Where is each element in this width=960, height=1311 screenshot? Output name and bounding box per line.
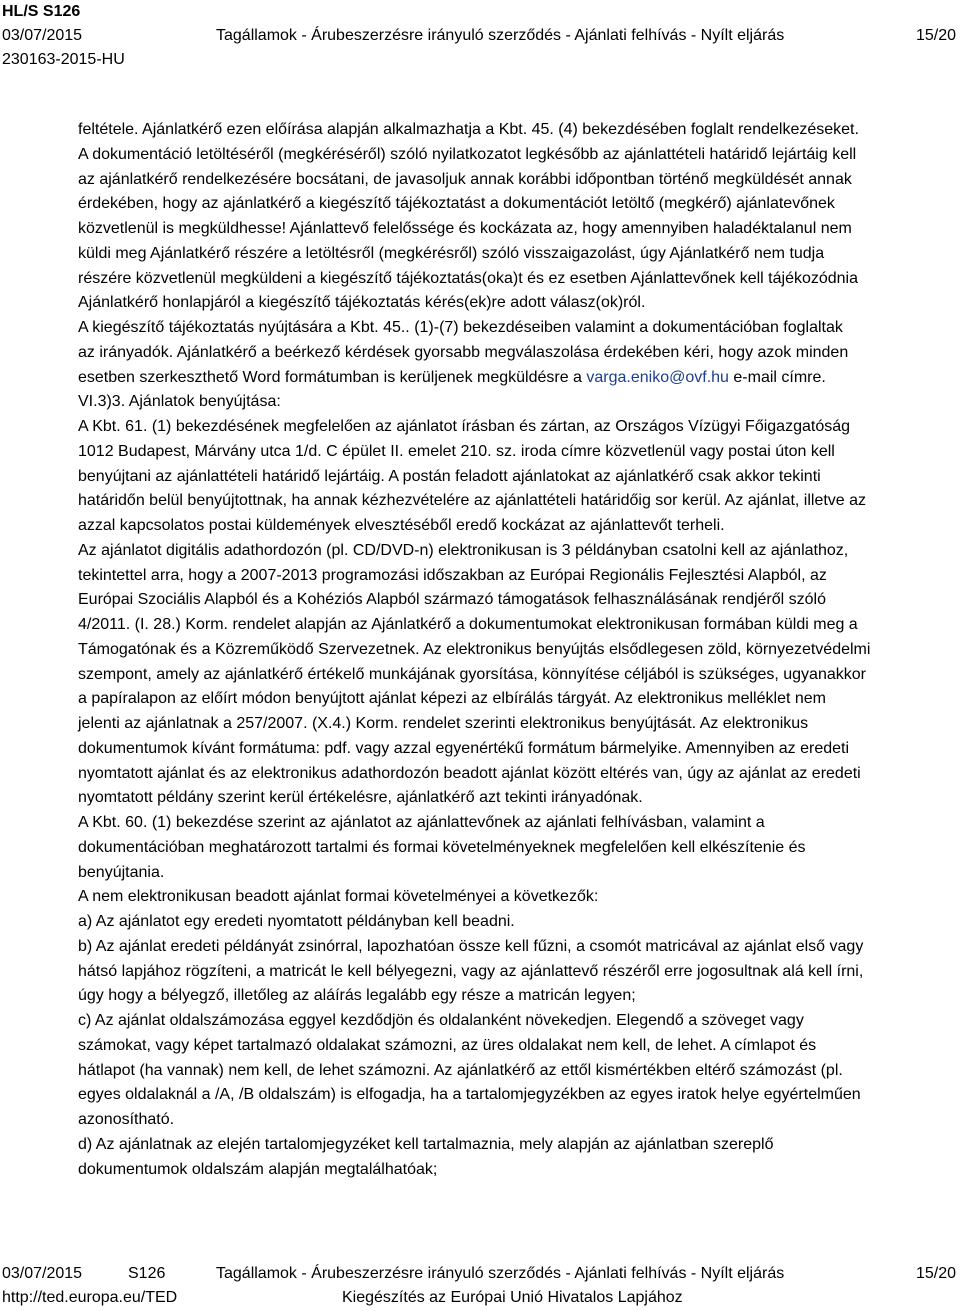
text-line: egyes oldalaknál a /A, /B oldalszám) is elfogadja, ha a tartalomjegyzékben az egyes iratok helye egyértelműen [78,1086,861,1104]
footer-url[interactable]: http://ted.europa.eu/TED [2,1289,178,1306]
email-line [78,366,952,391]
header-tag: HL/S S126 [2,3,81,20]
text-line: érdekében, hogy az ajánlatkérő a kiegészítő tájékoztatást a dokumentációt letöltő (megkérő) ajánlatevőnek [78,195,835,213]
text-line: közvetlenül is megküldhesse! Ajánlattevő felelőssége és kockázata az, hogy amennyiben haladéktalanul nem [78,220,852,237]
text-line: nyomtatott példány szerint kerül értékelésre, ajánlatkérő azt tekinti irányadónak. [78,789,643,807]
text-line: a papíralapon az előírt módon benyújtott ajánlat képezi az elbírálás tárgyát. Az elektronikus melléklet nem [78,690,826,708]
text-line: A Kbt. 60. (1) bekezdése szerint az ajánlatot az ajánlattevőnek az ajánlati felhívásban, valamint a [78,814,765,831]
text-line: A kiegészítő tájékoztatás nyújtására a Kbt. 45.. (1)-(7) bekezdéseiben valamint a dokumentációban foglaltak [78,319,843,336]
text-line: Európai Szociális Alapból és a Kohéziós Alapból származó támogatások felhasználásának rendjéről szóló [78,591,826,609]
text-line: A nem elektronikusan beadott ajánlat formai követelményei a következők: [78,888,599,906]
body-block-1 [78,118,952,366]
text-line: feltétele. Ajánlatkérő ezen előírása alapján alkalmazhatja a Kbt. 45. (4) bekezdésében foglalt rendelkezéseket. [78,121,859,138]
footer-page-number: 15/20 [915,1265,956,1282]
text-line: dokumentációban meghatározott tartalmi és formai követelményeknek megfelelően kell elkészítenie és [78,838,806,856]
text-line: b) Az ajánlat eredeti példányát zsinórral, lapozhatóan össze kell fűzni, a csomót matricával az ajánlat első vagy [78,937,864,955]
text-line: részére közvetlenül megküldeni a kiegészítő tájékoztatás(oka)t és ez esetben Ajánlattevőnek kell tájékozódnia [78,269,859,287]
text-line: küldi meg Ajánlatkérő részére a letöltésről (megkérésről) szóló visszaigazolást, úgy Ajánlatkérő nem tudja [78,244,825,262]
footer-title: Tagállamok - Árubeszerzésre irányuló szerződés - Ajánlati felhívás - Nyílt eljárás [216,1265,785,1282]
text-line: Támogatónak és a Közreműködő Szervezetnek. Az elektronikus benyújtás elsődlegesen zöld, környezetvédelmi [78,640,871,658]
text-line: tekintettel arra, hogy a 2007-2013 programozási időszakban az Európai Regionális Fejlesztési Alapból, az [78,566,827,584]
header-title: Tagállamok - Árubeszerzésre irányuló szerződés - Ajánlati felhívás - Nyílt eljárás [216,27,785,44]
text-line: benyújtani az ajánlattételi határidő lejártáig. A postán feladott ajánlatokat az ajánlatkérő csak akkor tekinti [78,467,821,485]
text-line: hátlapot (ha vannak) nem kell, de lehet számozni. Az ajánlatkérő az ettől kismértékben eltérő számozást (pl. [78,1061,843,1079]
text-line: határidőn belül benyújtottnak, ha annak kézhezvételére az ajánlattételi határidőig sor kerül. Az ajánlat, illetve az [78,492,867,510]
text-line: A dokumentáció letöltéséről (megkéréséről) szóló nyilatkozatot legkésőbb az ajánlattételi határidő lejártáig kell [78,145,857,163]
text-line: c) Az ajánlat oldalszámozása eggyel kezdődjön és oldalanként növekedjen. Elegendő a szöveget vagy [78,1012,804,1029]
document-body [78,118,952,1182]
email-link[interactable]: varga.eniko@ovf.hu [586,368,729,386]
text-line: jelenti az ajánlatnak a 257/2007. (X.4.) Korm. rendelet szerinti elektronikus benyújtását. Az elektronikus [78,715,809,732]
text-line: Ajánlatkérő honlapjáról a kiegészítő tájékoztatás kérés(ek)re adott válasz(ok)ról. [78,294,646,312]
body-block-2 [78,390,952,1182]
footer-publisher: Kiegészítés az Európai Unió Hivatalos Lapjához [342,1289,683,1306]
text-line: hátsó lapjához rögzíteni, a matricát le kell bélyegezni, vagy az ajánlattevő részéről erre jogosultnak alá kell írni, [78,962,864,980]
text-line: VI.3)3. Ajánlatok benyújtása: [78,393,281,411]
text-line: 1012 Budapest, Márvány utca 1/d. C épület II. emelet 210. sz. iroda címre közvetlenül vagy postai úton kell [78,442,835,460]
text-line: nyomtatott ajánlat és az elektronikus adathordozón beadott ajánlat között eltérés van, úgy az ajánlat az eredeti [78,764,861,782]
text-line: szempont, amely az ajánlatkérő értékelő munkájának gyorsítása, könnyítése céljából is szükséges, ugyanakkor [78,665,866,683]
text-line: az irányadók. Ajánlatkérő a beérkező kérdések gyorsabb megválaszolása érdekében kéri, hogy azok minden [78,343,849,361]
header-doc-id: 230163-2015-HU [2,51,125,68]
text-line: 4/2011. (I. 28.) Korm. rendelet alapján az Ajánlatkérő a dokumentumokat elektronikusan formában küldi meg a [78,616,858,633]
footer-date: 03/07/2015 [2,1265,83,1282]
text-line: azonosítható. [78,1111,175,1128]
text-line: a) Az ajánlatot egy eredeti nyomtatott példányban kell beadni. [78,913,515,930]
text-line: benyújtania. [78,863,165,881]
text-line: azzal kapcsolatos postai küldemények elvesztéséből eredő kockázat az ajánlattevőt terheli. [78,517,725,534]
page-footer [0,1262,960,1310]
text-line: dokumentumok oldalszám alapján megtalálhatóak; [78,1160,438,1178]
text-line: úgy hogy a bélyegző, illetőleg az aláírás legalább egy része a matricán legyen; [78,987,636,1005]
text-line: Az ajánlatot digitális adathordozón (pl. CD/DVD-n) elektronikusan is 3 példányban csatolni kell az ajánlathoz, [78,541,849,559]
text-line: d) Az ajánlatnak az elején tartalomjegyzéket kell tartalmaznia, mely alapján az ajánlatban szereplő [78,1135,774,1153]
text-line: számokat, vagy képet tartalmazó oldalakat számozni, az üres oldalakat nem kell, de lehet. A címlapot és [78,1036,817,1054]
text-line: A Kbt. 61. (1) bekezdésének megfelelően az ajánlatot írásban és zártan, az Országos Vízügyi Főigazgatóság [78,418,851,435]
header-page-number: 15/20 [915,27,956,44]
footer-series: S126 [128,1265,166,1282]
email-line-before: esetben szerkeszthető Word formátumban is kerüljenek megküldésre a [78,368,587,386]
page-header [0,0,960,72]
text-line: dokumentumok kívánt formátuma: pdf. vagy azzal egyenértékű formátum bármelyike. Amennyiben az eredeti [78,739,850,757]
email-line-after: e-mail címre. [728,368,826,386]
text-line: az ajánlatkérő rendelkezésére bocsátani, de javasoljuk annak korábbi időpontban történő megküldését annak [78,170,852,188]
header-date: 03/07/2015 [2,27,83,44]
